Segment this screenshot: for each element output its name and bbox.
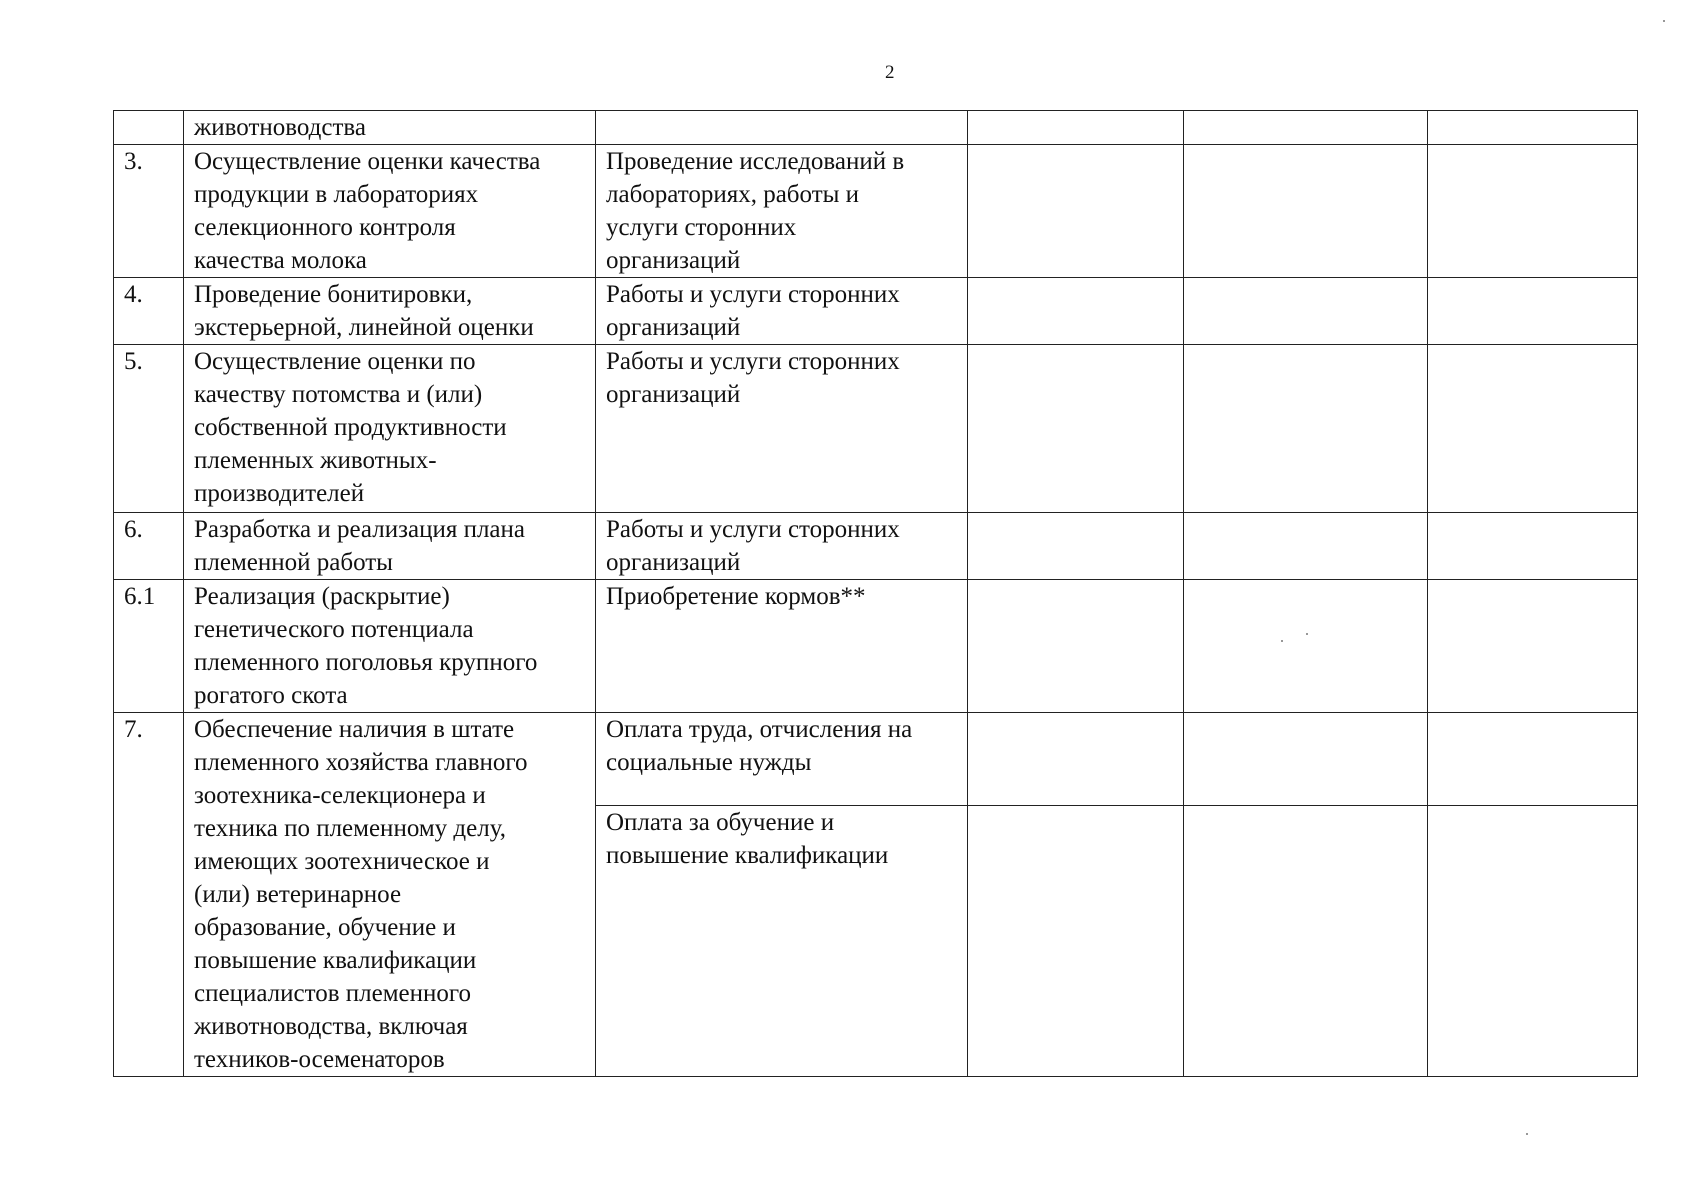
expense-type-cell: Работы и услуги сторонних организаций (596, 278, 968, 345)
table-row (114, 513, 1638, 580)
activity-cell: животноводства (184, 111, 596, 145)
empty-cell (1184, 580, 1428, 713)
table-row (114, 145, 1638, 278)
empty-cell (1428, 111, 1638, 145)
empty-cell (1184, 278, 1428, 345)
empty-cell (1428, 713, 1638, 806)
row-number (114, 111, 184, 145)
row-number: 3. (114, 145, 184, 278)
expense-type-cell: Оплата труда, отчисления на социальные нужды (596, 713, 968, 806)
activity-cell: Реализация (раскрытие) генетического потенциала племенного поголовья крупного рогатого скота (184, 580, 596, 713)
expense-type-cell (596, 111, 968, 145)
empty-cell (1184, 145, 1428, 278)
row-number: 5. (114, 345, 184, 513)
empty-cell (968, 805, 1184, 1077)
empty-cell (1428, 805, 1638, 1077)
row-number: 6.1 (114, 580, 184, 713)
scan-speck (1526, 1133, 1528, 1135)
empty-cell (1184, 805, 1428, 1077)
row-number: 6. (114, 513, 184, 580)
scan-speck (1663, 20, 1665, 22)
activity-cell: Обеспечение наличия в штате племенного хозяйства главного зоотехника-селекционера и техника по племенному делу, имеющих зоотехническое и (или) ветеринарное образование, обучение и повышение квалификации специалистов племенного животноводства, включая техников-осеменаторов (184, 713, 596, 1077)
empty-cell (968, 513, 1184, 580)
empty-cell (968, 278, 1184, 345)
expense-table (113, 110, 1638, 1077)
empty-cell (1428, 513, 1638, 580)
empty-cell (968, 111, 1184, 145)
empty-cell (968, 345, 1184, 513)
scan-speck (1306, 633, 1308, 635)
empty-cell (1184, 713, 1428, 806)
activity-cell: Осуществление оценки качества продукции в лабораториях селекционного контроля качества молока (184, 145, 596, 278)
activity-cell: Разработка и реализация плана племенной работы (184, 513, 596, 580)
expense-type-cell: Приобретение кормов** (596, 580, 968, 713)
empty-cell (1184, 345, 1428, 513)
scan-speck (1281, 640, 1283, 642)
empty-cell (1428, 145, 1638, 278)
table-row (114, 345, 1638, 513)
activity-cell: Осуществление оценки по качеству потомства и (или) собственной продуктивности племенных животных- производителей (184, 345, 596, 513)
table-row (114, 713, 1638, 806)
empty-cell (968, 145, 1184, 278)
expense-type-cell: Работы и услуги сторонних организаций (596, 345, 968, 513)
expense-type-cell: Работы и услуги сторонних организаций (596, 513, 968, 580)
expense-type-cell: Проведение исследований в лабораториях, работы и услуги сторонних организаций (596, 145, 968, 278)
empty-cell (1428, 345, 1638, 513)
expense-type-cell: Оплата за обучение и повышение квалификации (596, 805, 968, 1077)
empty-cell (1184, 111, 1428, 145)
empty-cell (1428, 278, 1638, 345)
empty-cell (1428, 580, 1638, 713)
empty-cell (1184, 513, 1428, 580)
empty-cell (968, 713, 1184, 806)
table-row (114, 580, 1638, 713)
row-number: 4. (114, 278, 184, 345)
table-row (114, 111, 1638, 145)
page-number: 2 (885, 62, 895, 83)
row-number: 7. (114, 713, 184, 1077)
empty-cell (968, 580, 1184, 713)
table-row (114, 278, 1638, 345)
activity-cell: Проведение бонитировки, экстерьерной, линейной оценки (184, 278, 596, 345)
